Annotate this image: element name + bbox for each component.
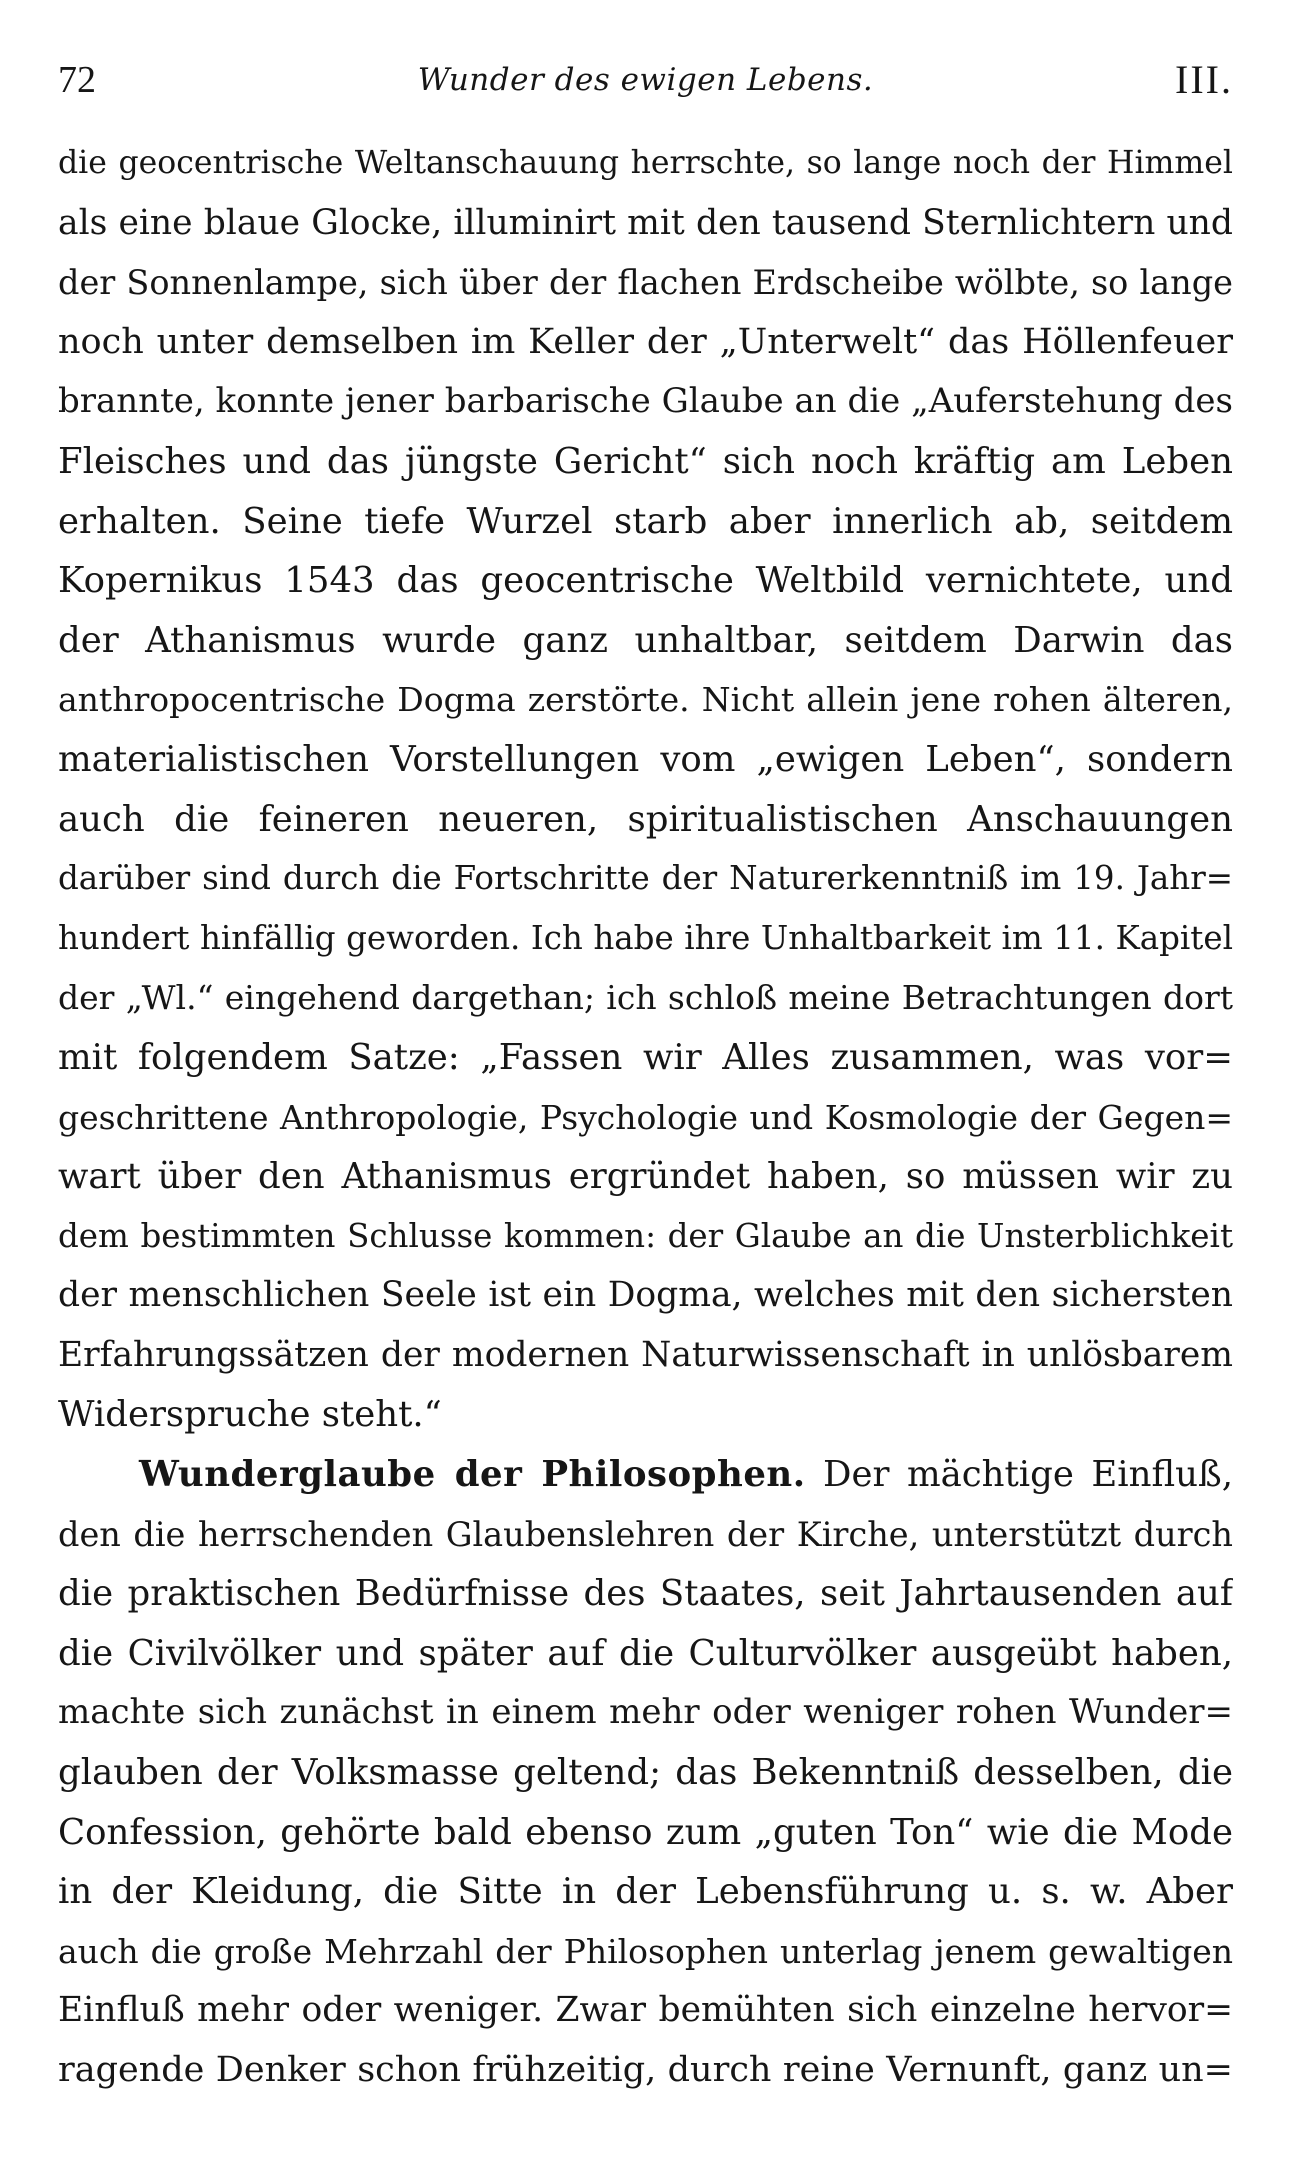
text-line: geschrittene Anthropologie, Psychologie und Kosmologie der Gegen=	[58, 1097, 1233, 1137]
section-first-line	[58, 1445, 1233, 1505]
text-line: die praktischen Bedürfnisse des Staates, seit Jahrtausenden auf	[58, 1573, 1233, 1615]
text-line: auch die feineren neueren, spiritualistischen Anschauungen	[58, 798, 1233, 840]
text-line: in der Kleidung, die Sitte in der Lebensführung u. s. w. Aber	[58, 1871, 1233, 1913]
text-line: erhalten. Seine tiefe Wurzel starb aber innerlich ab, seitdem	[58, 500, 1233, 542]
text-line: materialistischen Vorstellungen vom „ewigen Leben“, sondern	[58, 738, 1233, 780]
text-line: dem bestimmten Schlusse kommen: der Glaube an die Unsterblichkeit	[58, 1216, 1233, 1255]
text-line: hundert hinfällig geworden. Ich habe ihre Unhaltbarkeit im 11. Kapitel	[58, 918, 1233, 957]
running-title: Wunder des ewigen Lebens.	[417, 62, 874, 98]
body-text	[58, 134, 1233, 2101]
text-line: noch unter demselben im Keller der „Unterwelt“ das Höllenfeuer	[58, 321, 1233, 362]
text-line: Fleisches und das jüngste Gericht“ sich noch kräftig am Leben	[58, 440, 1233, 482]
text-line: brannte, konnte jener barbarische Glaube an die „Auferstehung des	[58, 381, 1233, 422]
text-line: Erfahrungssätzen der modernen Naturwissenschaft in unlösbarem	[58, 1334, 1233, 1375]
text-line: glauben der Volksmasse geltend; das Bekenntniß desselben, die	[58, 1752, 1233, 1794]
text-line: auch die große Mehrzahl der Philosophen unterlag jenem gewaltigen	[58, 1931, 1233, 1971]
paragraph-last-line: Widerspruche steht.“	[58, 1394, 442, 1436]
text-line: Kopernikus 1543 das geocentrische Weltbild vernichtete, und	[58, 560, 1233, 602]
text-line: als eine blaue Glocke, illuminirt mit den tausend Sternlichtern und	[58, 202, 1233, 243]
text-line: der Sonnenlampe, sich über der flachen Erdscheibe wölbte, so lange	[58, 263, 1233, 303]
text-line: darüber sind durch die Fortschritte der Naturerkenntniß im 19. Jahr=	[58, 859, 1233, 898]
text-line: die geocentrische Weltanschauung herrschte, so lange noch der Himmel	[58, 145, 1233, 181]
chapter-number: III.	[1175, 57, 1233, 102]
text-line: mit folgendem Satze: „Fassen wir Alles zusammen, was vor=	[58, 1036, 1233, 1078]
text-line: der Athanismus wurde ganz unhaltbar, seitdem Darwin das	[58, 619, 1233, 661]
text-line: den die herrschenden Glaubenslehren der Kirche, unterstützt durch	[58, 1514, 1233, 1554]
page-number: 72	[58, 59, 96, 101]
text-line: Confession, gehörte bald ebenso zum „guten Ton“ wie die Mode	[58, 1811, 1233, 1853]
section-heading: Wunderglaube der Philosophen.	[139, 1454, 806, 1496]
page-header	[58, 52, 1233, 108]
section-first-line-text: Der mächtige Einfluß,	[823, 1454, 1233, 1496]
text-line: anthropocentrische Dogma zerstörte. Nicht allein jene rohen älteren,	[58, 680, 1233, 720]
text-line: ragende Denker schon frühzeitig, durch reine Vernunft, ganz un=	[58, 2050, 1233, 2090]
text-line: der „Wl.“ eingehend dargethan; ich schloß meine Betrachtungen dort	[58, 978, 1233, 1018]
text-line: die Civilvölker und später auf die Culturvölker ausgeübt haben,	[58, 1632, 1233, 1674]
text-line: wart über den Athanismus ergründet haben, so müssen wir zu	[58, 1156, 1233, 1198]
text-line: Einfluß mehr oder weniger. Zwar bemühten sich einzelne hervor=	[58, 1990, 1233, 2031]
text-line: machte sich zunächst in einem mehr oder weniger rohen Wunder=	[58, 1692, 1233, 1733]
text-line: der menschlichen Seele ist ein Dogma, welches mit den sichersten	[58, 1275, 1233, 1316]
